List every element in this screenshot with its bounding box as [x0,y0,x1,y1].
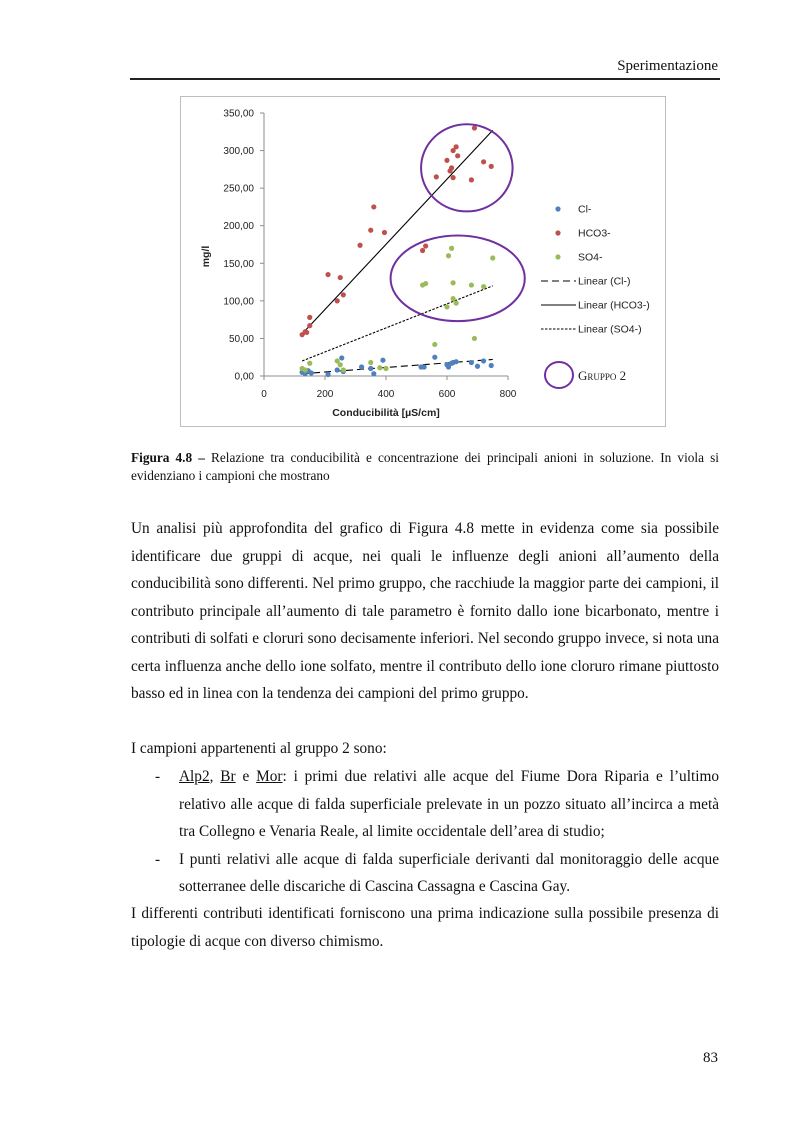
data-point [339,355,344,360]
data-point [469,177,474,182]
legend-marker [555,254,560,259]
data-point [307,315,312,320]
y-tick-label: 0,00 [234,371,254,383]
data-point [434,174,439,179]
data-point [304,330,309,335]
group-2-list [131,763,719,901]
legend-label: Linear (HCO3-) [578,299,650,312]
data-point [325,372,330,377]
data-point [469,282,474,287]
data-point [371,204,376,209]
data-point [451,296,456,301]
y-tick-label: 100,00 [223,296,254,308]
x-tick-label: 400 [377,389,395,400]
list-item [131,763,719,846]
list-item-text: : i primi due relativi alle acque del Fiume Dora Riparia e l’ultimo relativo alle acque di falda superficiale prelevate in un pozzo situato all’incirca a metà tra Collegno e Venaria Reale, al limite occidentale dell’area di studio; [179,768,719,840]
data-point [489,363,494,368]
y-tick-label: 300,00 [223,146,254,158]
list-item-text: I punti relativi alle acque di falda superficiale derivanti dal monitoraggio delle acque sotterranee delle discariche di Cascina Cassagna e Cascina Gay. [179,850,719,895]
y-tick-label: 350,00 [223,108,254,120]
legend-marker [555,206,560,211]
data-point [472,125,477,130]
group-2-circle [391,235,525,321]
data-point [423,243,428,248]
term-mor: Mor [256,768,283,785]
data-point [490,255,495,260]
data-point [455,153,460,158]
data-point [449,246,454,251]
x-tick-label: 600 [438,389,456,400]
x-tick-label: 800 [499,389,517,400]
data-point [472,336,477,341]
legend-label: SO4- [578,251,603,264]
data-point [303,367,308,372]
data-point [446,253,451,258]
data-point [481,159,486,164]
data-point [444,158,449,163]
data-point [357,243,362,248]
data-point [481,358,486,363]
caption-text: Relazione tra conducibilità e concentrazione dei principali anioni in soluzione. In viola si evidenziano i campioni che mostrano [131,450,719,483]
header-rule [130,78,720,80]
trendline [302,130,493,334]
data-point [307,323,312,328]
data-point [451,175,456,180]
group-2-legend-circle [545,362,573,388]
paragraph-conclusion: I differenti contributi identificati forniscono una prima indicazione sulla possibile presenza di tipologie di acque con diverso chimismo. [131,905,719,950]
figure-caption [131,449,719,485]
data-point [481,284,486,289]
list-item [131,846,719,901]
group-2-legend-label: Gruppo 2 [578,368,627,383]
data-point [377,365,382,370]
data-point [368,360,373,365]
list-dash: - [155,768,161,785]
x-axis-label: Conducibilità [µS/cm] [332,407,440,419]
data-point [309,370,314,375]
data-point [325,272,330,277]
legend-label: Cl- [578,203,592,216]
legend-label: Linear (SO4-) [578,323,642,336]
data-point [382,230,387,235]
term-alp2: Alp2 [179,768,210,785]
data-point [469,360,474,365]
data-point [420,248,425,253]
x-tick-label: 0 [261,389,267,400]
data-point [422,364,427,369]
list-dash: - [155,850,161,868]
data-point [444,304,449,309]
data-point [380,358,385,363]
data-point [371,371,376,376]
page-number: 83 [703,1050,718,1066]
y-tick-label: 50,00 [228,333,254,345]
data-point [335,367,340,372]
separator: e [235,768,257,785]
running-header: Sperimentazione [617,58,718,74]
x-tick-label: 200 [316,389,334,400]
data-point [335,298,340,303]
trendline [302,359,493,373]
data-point [423,281,428,286]
chart-legend [541,204,650,389]
data-point [454,144,459,149]
data-point [338,275,343,280]
trendlines [302,130,493,373]
separator: , [209,768,221,785]
data-point [341,367,346,372]
data-point [359,364,364,369]
paragraph-analysis: Un analisi più approfondita del grafico di Figura 4.8 mette in evidenza come sia possibile identificare due gruppi di acque, nei quali le influenze degli anioni all’aumento della conducibilità sono differenti. Nel primo gruppo, che racchiude la maggior parte dei campioni, il contributo principale all’aumento di tale parametro è fornito dallo ione bicarbonato, mentre i contributi di solfati e cloruri sono decisamente inferiori. Nel secondo gruppo invece, si nota una certa influenza anche dello ione solfato, mentre il contributo dello ione cloruro rimane piuttosto basso ed in linea con la tendenza dei campioni del primo gruppo. [131,520,719,702]
data-point [432,342,437,347]
y-tick-label: 250,00 [223,183,254,195]
y-axis-label: mg/l [200,245,212,268]
data-point [449,165,454,170]
data-point [432,355,437,360]
figure-4-8 [180,96,666,427]
data-point [341,292,346,297]
legend-label: Linear (Cl-) [578,275,631,288]
data-point [454,301,459,306]
term-br: Br [220,768,236,785]
data-point [451,280,456,285]
y-tick-label: 200,00 [223,221,254,233]
data-point [338,362,343,367]
data-point [454,359,459,364]
caption-label: Figura 4.8 – [131,450,205,465]
data-point [368,366,373,371]
data-point [307,361,312,366]
data-point [383,366,388,371]
data-point [368,228,373,233]
legend-marker [555,230,560,235]
data-point [489,164,494,169]
data-point [475,364,480,369]
group-2-circle [421,124,513,211]
legend-label: HCO3- [578,227,611,240]
paragraph-group-intro: I campioni appartenenti al gruppo 2 sono: [131,740,387,757]
y-tick-label: 150,00 [223,258,254,270]
data-points [300,125,496,377]
scatter-chart [181,97,667,428]
